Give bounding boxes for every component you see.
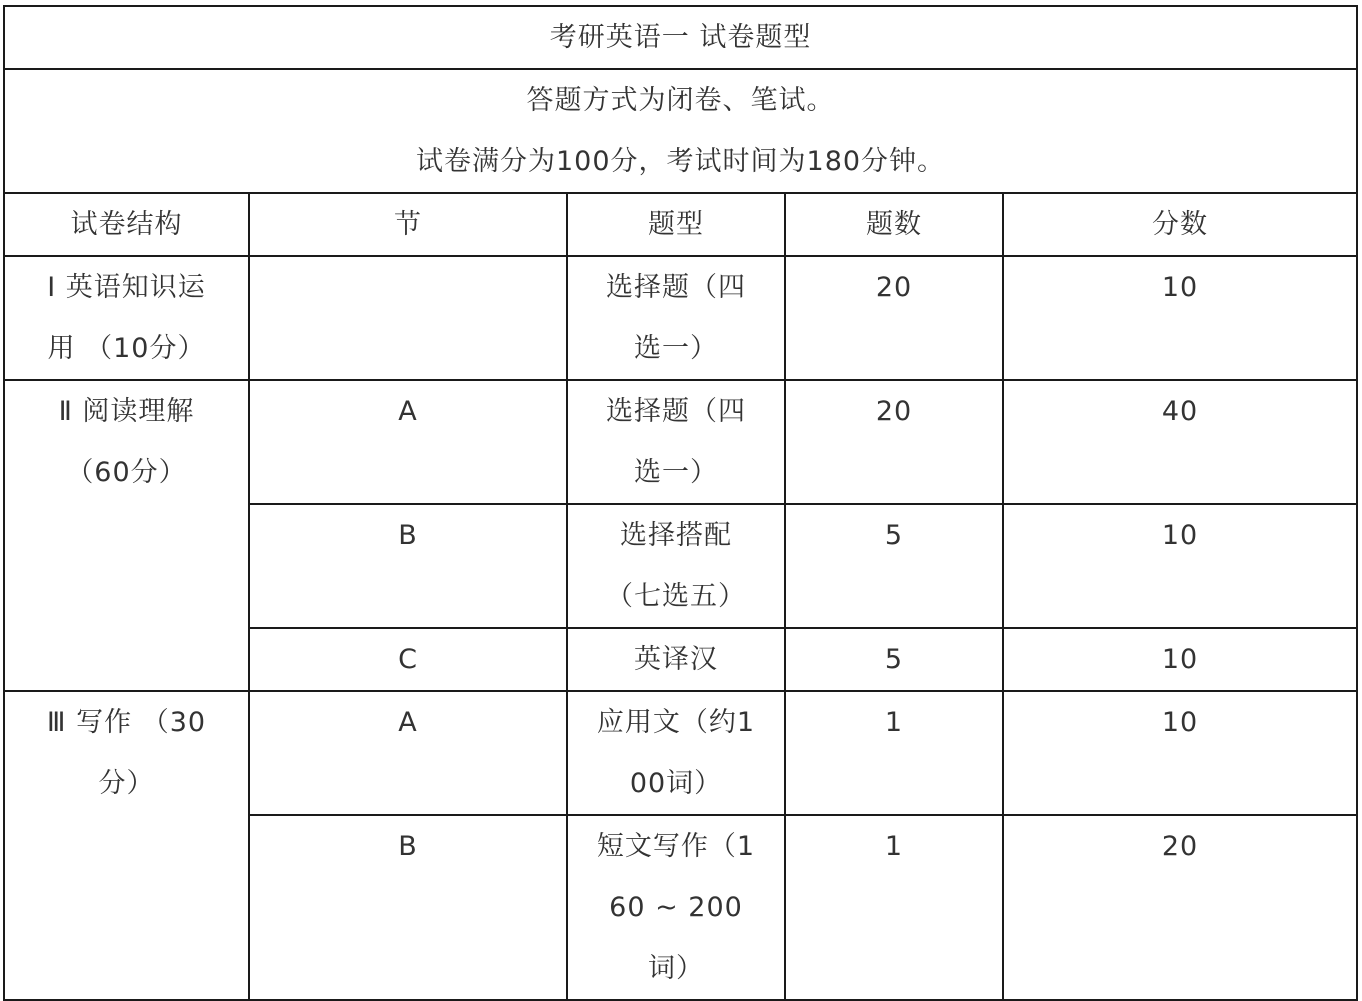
type-line: （七选五） — [606, 581, 746, 612]
part-1-name-line-1: Ⅰ 英语知识运 — [47, 272, 206, 303]
header-structure: 试卷结构 — [4, 193, 249, 256]
table-row — [4, 380, 1357, 504]
type-line: 短文写作（1 — [596, 831, 756, 862]
type-line: 英译汉 — [634, 644, 718, 675]
score-cell: 10 — [1003, 256, 1357, 380]
part-3-name-line-2: 分） — [98, 768, 155, 799]
table-title: 考研英语一 试卷题型 — [4, 6, 1357, 69]
type-cell — [567, 380, 785, 504]
exam-format-table — [3, 5, 1358, 1001]
intro-line-2: 试卷满分为100分，考试时间为180分钟。 — [415, 146, 946, 177]
score-cell: 40 — [1003, 380, 1357, 504]
intro-cell — [4, 69, 1357, 193]
part-1-name — [4, 256, 249, 380]
section-cell: A — [249, 691, 567, 815]
type-line: 选一） — [634, 457, 718, 488]
header-score: 分数 — [1003, 193, 1357, 256]
section-cell — [249, 256, 567, 380]
part-2-name-line-2: （60分） — [66, 457, 187, 488]
score-cell: 10 — [1003, 691, 1357, 815]
count-cell: 20 — [785, 256, 1003, 380]
intro-row — [4, 69, 1357, 193]
type-cell — [567, 628, 785, 691]
table-row — [4, 691, 1357, 815]
part-3-name-line-1: Ⅲ 写作 （30 — [46, 707, 207, 738]
header-count: 题数 — [785, 193, 1003, 256]
count-cell: 5 — [785, 504, 1003, 628]
section-cell: B — [249, 504, 567, 628]
intro-line-1: 答题方式为闭卷、笔试。 — [526, 85, 835, 116]
section-cell: B — [249, 815, 567, 1000]
type-line: 00词） — [629, 768, 723, 799]
section-cell: C — [249, 628, 567, 691]
type-line: 选一） — [634, 333, 718, 364]
part-2-name-line-1: Ⅱ 阅读理解 — [58, 396, 195, 427]
table-row — [4, 256, 1357, 380]
type-cell — [567, 691, 785, 815]
header-type: 题型 — [567, 193, 785, 256]
count-cell: 1 — [785, 815, 1003, 1000]
count-cell: 5 — [785, 628, 1003, 691]
header-row — [4, 193, 1357, 256]
part-2-name — [4, 380, 249, 691]
score-cell: 10 — [1003, 628, 1357, 691]
section-cell: A — [249, 380, 567, 504]
score-cell: 10 — [1003, 504, 1357, 628]
type-line: 60 ~ 200 — [609, 892, 743, 923]
part-3-name — [4, 691, 249, 1000]
type-cell — [567, 504, 785, 628]
type-line: 选择搭配 — [620, 520, 732, 551]
type-cell — [567, 256, 785, 380]
count-cell: 1 — [785, 691, 1003, 815]
count-cell: 20 — [785, 380, 1003, 504]
part-1-name-line-2: 用 （10分） — [47, 333, 206, 364]
type-cell — [567, 815, 785, 1000]
type-line: 选择题（四 — [606, 396, 746, 427]
score-cell: 20 — [1003, 815, 1357, 1000]
header-section: 节 — [249, 193, 567, 256]
title-row — [4, 6, 1357, 69]
type-line: 词） — [648, 953, 704, 984]
type-line: 应用文（约1 — [596, 707, 756, 738]
type-line: 选择题（四 — [606, 272, 746, 303]
